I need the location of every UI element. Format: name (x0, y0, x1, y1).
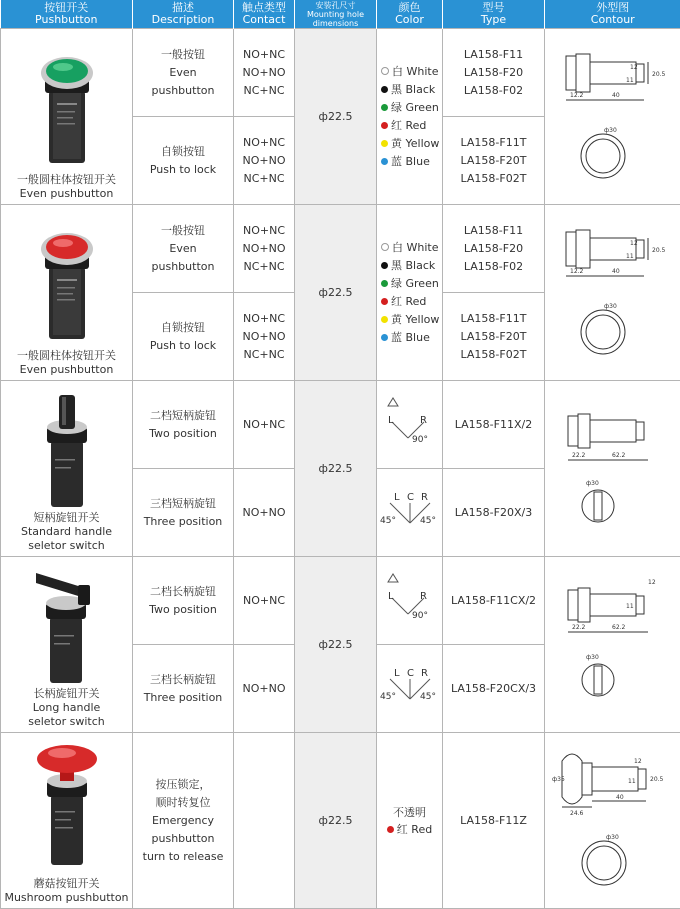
svg-text:11: 11 (626, 603, 634, 610)
product-cell: 短柄旋钮开关 Standard handle seletor switch (1, 381, 133, 557)
position-diagram-cell (377, 381, 443, 469)
header-description: 描述 Description (133, 0, 234, 29)
table-row (1, 733, 680, 909)
svg-text:40: 40 (612, 92, 620, 99)
svg-text:11: 11 (626, 253, 634, 260)
contact-cell: NO+NC NO+NO NC+NC (234, 117, 295, 205)
svg-text:20.5: 20.5 (650, 776, 664, 783)
color-cell: 白 White 黑 Black 绿 Green 红 Red 黄 Yellow 蓝 Blue (377, 29, 443, 205)
product-name-en: Even pushbutton (1, 187, 132, 201)
svg-text:12: 12 (648, 579, 656, 586)
svg-text:12.2: 12.2 (570, 268, 584, 275)
table-row (1, 205, 680, 293)
svg-text:R: R (421, 668, 428, 679)
table-row (1, 381, 680, 469)
contour-cell (545, 557, 680, 733)
position-diagram-cell (377, 469, 443, 557)
contour-drawing (548, 34, 678, 194)
two-position-diagram (378, 392, 442, 452)
svg-text:L: L (394, 668, 400, 679)
mushroom-pushbutton-image (32, 743, 102, 868)
svg-text:20.5: 20.5 (652, 247, 666, 254)
svg-text:ф30: ф30 (586, 480, 599, 487)
contact-cell: NO+NC (234, 557, 295, 645)
description-cell: 三档长柄旋钮 Three position (133, 645, 234, 733)
contact-cell: NO+NC NO+NO NC+NC (234, 293, 295, 381)
red-pushbutton-image (37, 217, 97, 342)
svg-text:12: 12 (630, 240, 638, 247)
svg-text:40: 40 (612, 268, 620, 275)
svg-text:ф35: ф35 (552, 776, 565, 783)
description-cell: 二档短柄旋钮 Two position (133, 381, 234, 469)
description-cell: 按压锁定， 顺时转复位 Emergency pushbutton turn to release (133, 733, 234, 909)
product-name-cn: 长柄旋钮开关 (1, 687, 132, 701)
svg-text:90°: 90° (412, 611, 428, 621)
product-cell (1, 733, 133, 909)
description-cell: 一般按钮 Even pushbutton (133, 29, 234, 117)
contour-cell (545, 29, 680, 205)
product-name-cn: 一般圆柱体按钮开关 (1, 349, 132, 363)
contour-drawing (548, 210, 678, 370)
product-cell: 长柄旋钮开关 Long handle seletor switch (1, 557, 133, 733)
svg-text:L: L (388, 591, 394, 602)
svg-text:ф30: ф30 (604, 303, 617, 310)
type-cell: LA158-F11CX/2 (443, 557, 545, 645)
contact-cell: NO+NC NO+NO NC+NC (234, 29, 295, 117)
contour-cell (545, 381, 680, 557)
svg-text:90°: 90° (412, 435, 428, 445)
mounting-cell: ф22.5 (295, 29, 377, 205)
svg-text:R: R (420, 415, 427, 426)
contour-drawing (548, 386, 678, 546)
svg-text:22.2: 22.2 (572, 624, 586, 631)
description-cell: 自锁按钮 Push to lock (133, 117, 234, 205)
three-position-diagram (378, 485, 442, 535)
product-name-en: Long handle (1, 701, 132, 715)
type-cell: LA158-F20CX/3 (443, 645, 545, 733)
type-cell: LA158-F11T LA158-F20T LA158-F02T (443, 293, 545, 381)
product-name-en: Mushroom pushbutton (1, 891, 132, 905)
header-contour: 外型图 Contour (545, 0, 680, 29)
type-cell: LA158-F11Z (443, 733, 545, 909)
svg-text:20.5: 20.5 (652, 71, 666, 78)
svg-text:L: L (388, 415, 394, 426)
description-cell: 三档短柄旋钮 Three position (133, 469, 234, 557)
contour-cell (545, 205, 680, 381)
product-name-cn: 短柄旋钮开关 (1, 511, 132, 525)
three-position-diagram (378, 661, 442, 711)
svg-text:ф30: ф30 (604, 127, 617, 134)
svg-text:12.2: 12.2 (570, 92, 584, 99)
svg-text:R: R (420, 591, 427, 602)
type-cell: LA158-F11X/2 (443, 381, 545, 469)
type-cell: LA158-F11T LA158-F20T LA158-F02T (443, 117, 545, 205)
product-name-cn: 一般圆柱体按钮开关 (1, 173, 132, 187)
position-diagram-cell (377, 645, 443, 733)
mounting-cell: ф22.5 (295, 733, 377, 909)
header-contact: 触点类型 Contact (234, 0, 295, 29)
product-cell (1, 205, 133, 381)
contour-drawing (548, 733, 678, 903)
header-mounting: 安装孔尺寸 Mounting hole dimensions (295, 0, 377, 29)
type-cell: LA158-F11 LA158-F20 LA158-F02 (443, 29, 545, 117)
contact-cell: NO+NO (234, 645, 295, 733)
svg-text:11: 11 (626, 77, 634, 84)
type-cell: LA158-F20X/3 (443, 469, 545, 557)
svg-text:11: 11 (628, 778, 636, 785)
table-row (1, 557, 680, 645)
long-selector-image (32, 565, 102, 685)
svg-text:C: C (407, 492, 414, 503)
svg-text:45°: 45° (420, 692, 436, 702)
svg-text:45°: 45° (380, 516, 396, 526)
svg-text:62.2: 62.2 (612, 452, 626, 459)
svg-text:24.6: 24.6 (570, 810, 584, 817)
mounting-cell: ф22.5 (295, 205, 377, 381)
contact-cell: NO+NC NO+NO NC+NC (234, 205, 295, 293)
contact-cell (234, 733, 295, 909)
description-cell: 二档长柄旋钮 Two position (133, 557, 234, 645)
mounting-cell: ф22.5 (295, 381, 377, 557)
svg-text:12: 12 (634, 758, 642, 765)
contour-drawing (548, 562, 678, 722)
svg-text:45°: 45° (380, 692, 396, 702)
product-name-cn: 蘑菇按钮开关 (1, 877, 132, 891)
svg-text:R: R (421, 492, 428, 503)
product-name-en: Even pushbutton (1, 363, 132, 377)
header-pushbutton: 按钮开关 Pushbutton (1, 0, 133, 29)
product-cell (1, 29, 133, 205)
color-cell: 不透明 红 Red (377, 733, 443, 909)
type-cell: LA158-F11 LA158-F20 LA158-F02 (443, 205, 545, 293)
header-type: 型号 Type (443, 0, 545, 29)
table-row (1, 29, 680, 117)
header-color: 颜色 Color (377, 0, 443, 29)
short-selector-image (37, 389, 97, 509)
position-diagram-cell (377, 557, 443, 645)
svg-text:62.2: 62.2 (612, 624, 626, 631)
svg-text:45°: 45° (420, 516, 436, 526)
description-cell: 自锁按钮 Push to lock (133, 293, 234, 381)
contact-cell: NO+NC (234, 381, 295, 469)
svg-text:ф30: ф30 (606, 834, 619, 841)
svg-text:40: 40 (616, 794, 624, 801)
product-name-en: Standard handle (1, 525, 132, 539)
header-row (1, 0, 680, 29)
green-pushbutton-image (37, 41, 97, 166)
mounting-cell: ф22.5 (295, 557, 377, 733)
svg-text:22.2: 22.2 (572, 452, 586, 459)
contact-cell: NO+NO (234, 469, 295, 557)
svg-text:C: C (407, 668, 414, 679)
color-cell: 白 White 黑 Black 绿 Green 红 Red 黄 Yellow 蓝 Blue (377, 205, 443, 381)
contour-cell (545, 733, 680, 909)
svg-text:L: L (394, 492, 400, 503)
svg-text:ф30: ф30 (586, 654, 599, 661)
svg-text:12: 12 (630, 64, 638, 71)
two-position-diagram (378, 568, 442, 628)
description-cell: 一般按钮 Even pushbutton (133, 205, 234, 293)
